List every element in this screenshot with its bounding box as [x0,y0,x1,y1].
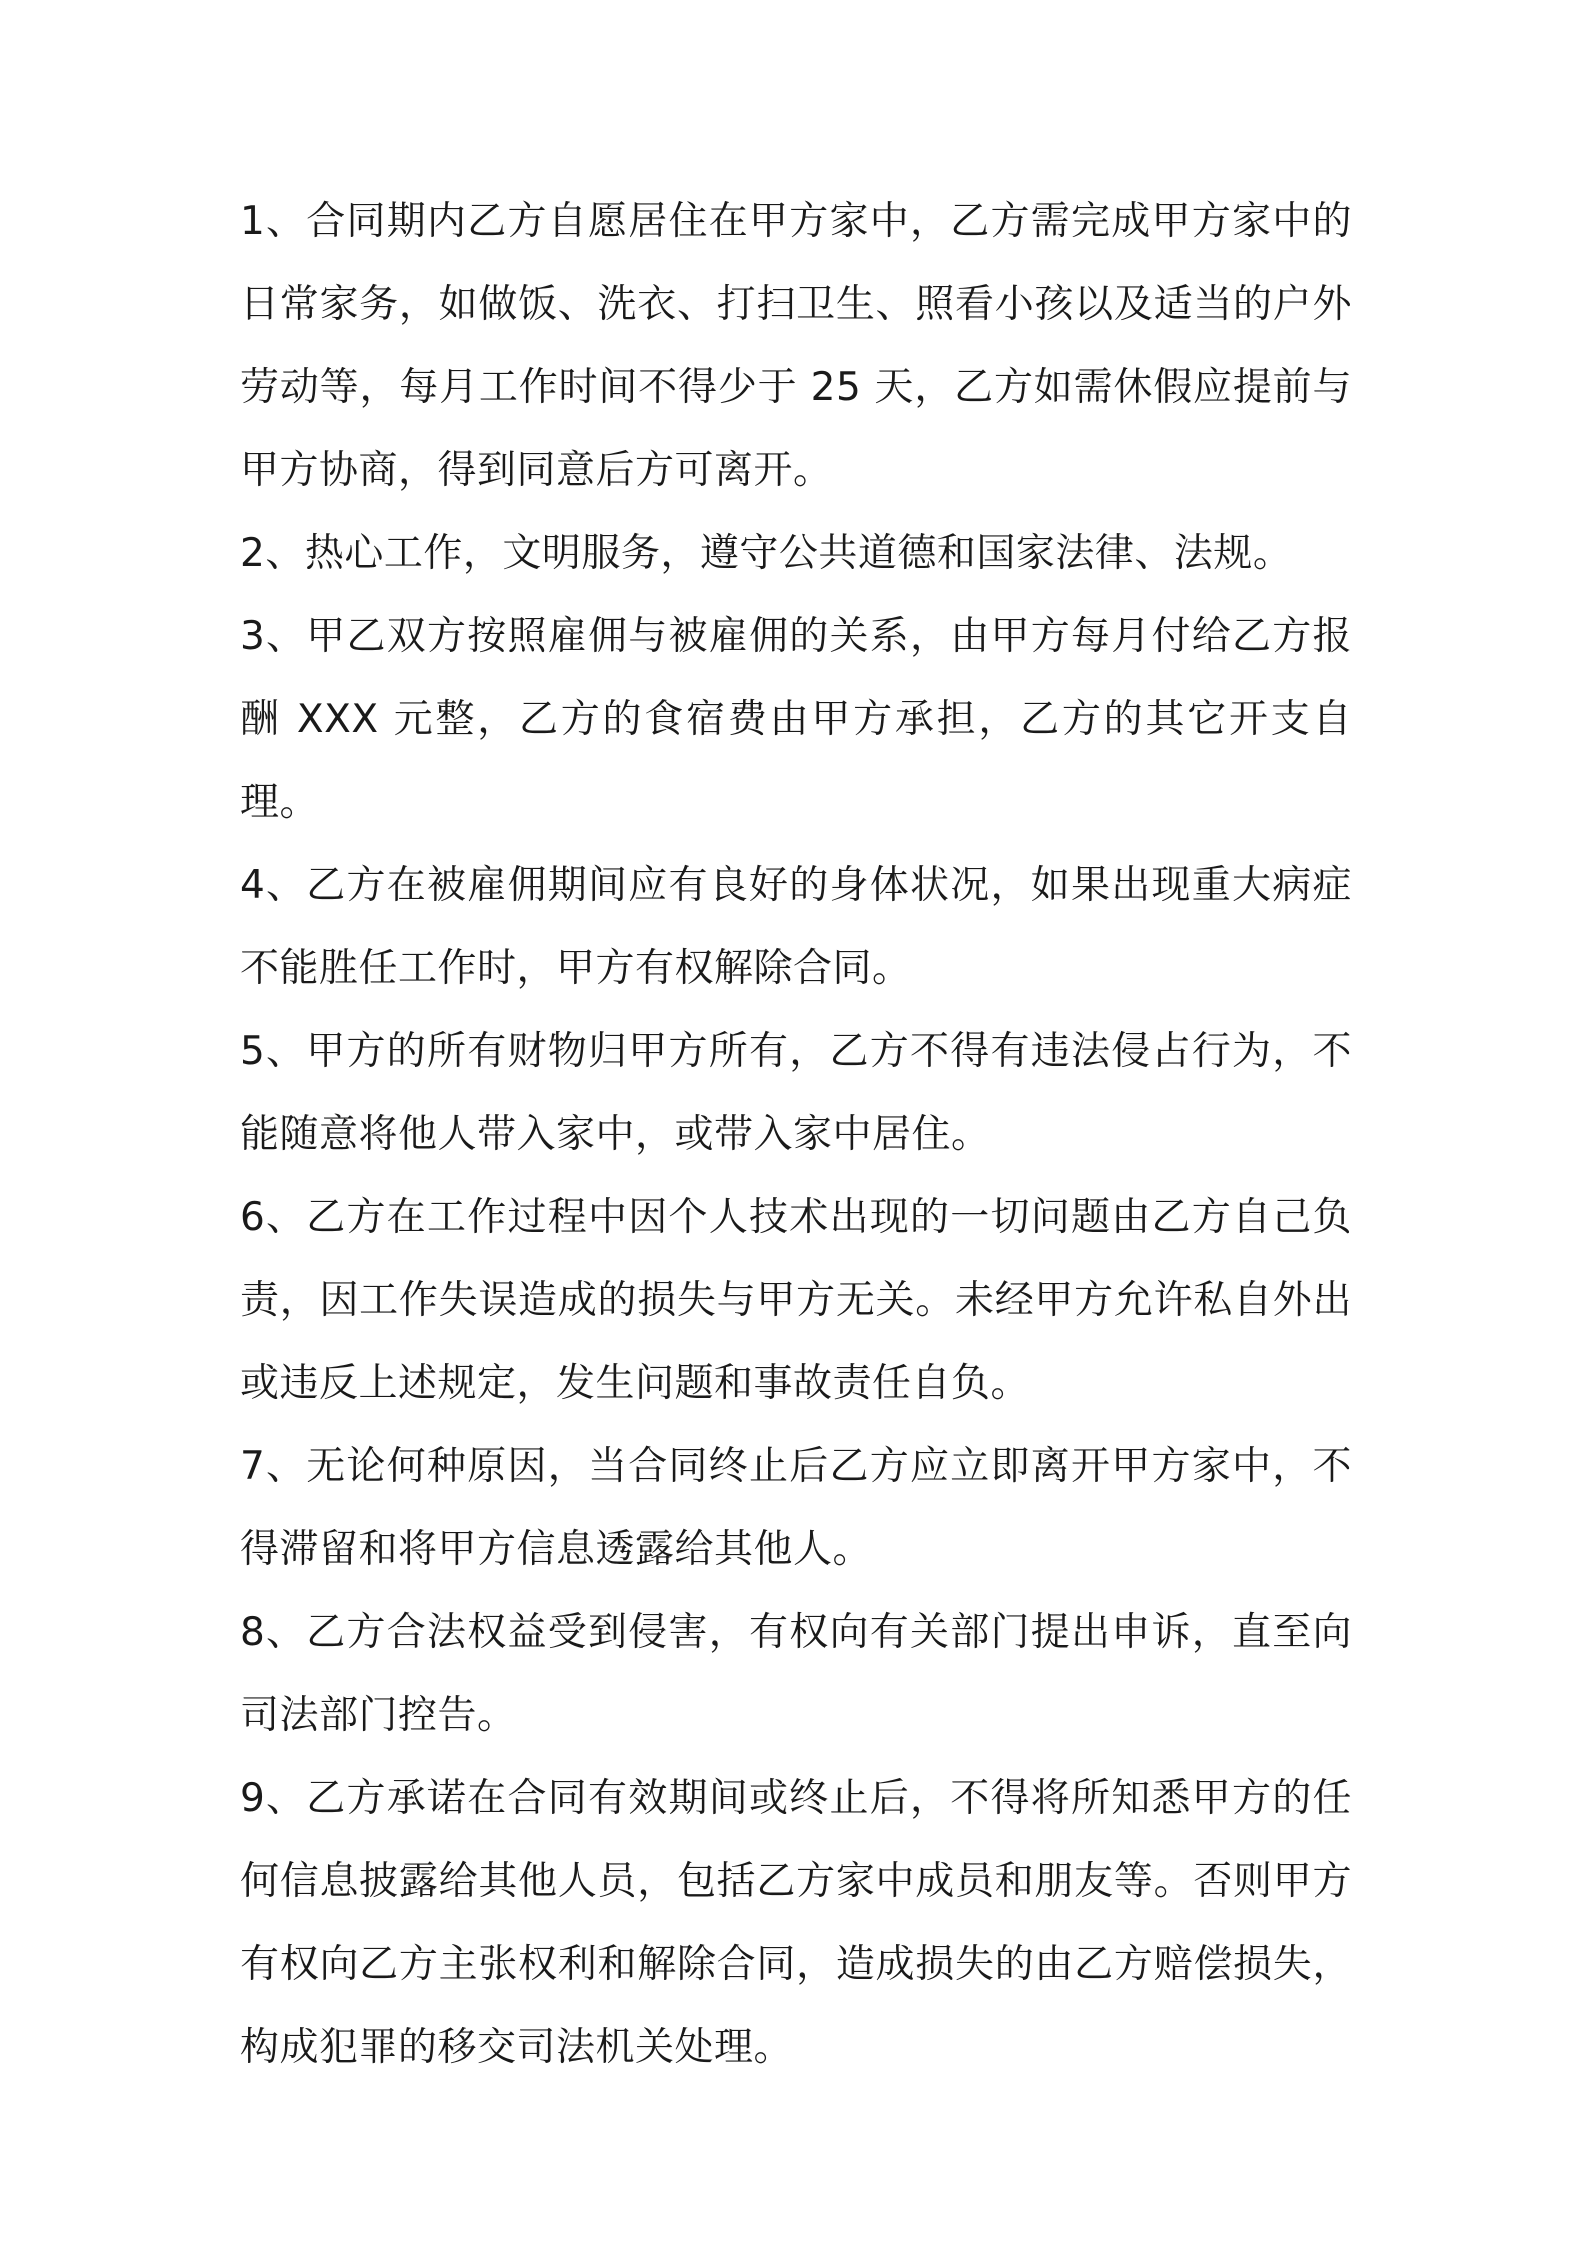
clause-8: 8、乙方合法权益受到侵害，有权向有关部门提出申诉，直至向司法部门控告。 [240,1610,1352,1738]
clause-9: 9、乙方承诺在合同有效期间或终止后，不得将所知悉甲方的任何信息披露给其他人员，包括乙方家中成员和朋友等。否则甲方有权向乙方主张权利和解除合同，造成损失的由乙方赔偿损失，构成犯罪的移交司法机关处理。 [240,1776,1352,2070]
clause-5: 5、甲方的所有财物归甲方所有，乙方不得有违法侵占行为，不能随意将他人带入家中，或带入家中居住。 [240,1029,1352,1157]
clause-7: 7、无论何种原因，当合同终止后乙方应立即离开甲方家中，不得滞留和将甲方信息透露给其他人。 [240,1444,1352,1572]
clause-1: 1、合同期内乙方自愿居住在甲方家中，乙方需完成甲方家中的日常家务，如做饭、洗衣、打扫卫生、照看小孩以及适当的户外劳动等，每月工作时间不得少于 25 天，乙方如需休假应提前与甲方协商，得到同意后方可离开。 [240,199,1352,493]
contract-clauses [240,180,1352,2089]
clause-2: 2、热心工作，文明服务，遵守公共道德和国家法律、法规。 [240,531,1293,576]
clause-4: 4、乙方在被雇佣期间应有良好的身体状况，如果出现重大病症不能胜任工作时，甲方有权解除合同。 [240,863,1352,991]
clause-6: 6、乙方在工作过程中因个人技术出现的一切问题由乙方自己负责，因工作失误造成的损失与甲方无关。未经甲方允许私自外出或违反上述规定，发生问题和事故责任自负。 [240,1195,1352,1406]
clause-3: 3、甲乙双方按照雇佣与被雇佣的关系，由甲方每月付给乙方报酬 XXX 元整，乙方的食宿费由甲方承担，乙方的其它开支自理。 [240,614,1352,825]
